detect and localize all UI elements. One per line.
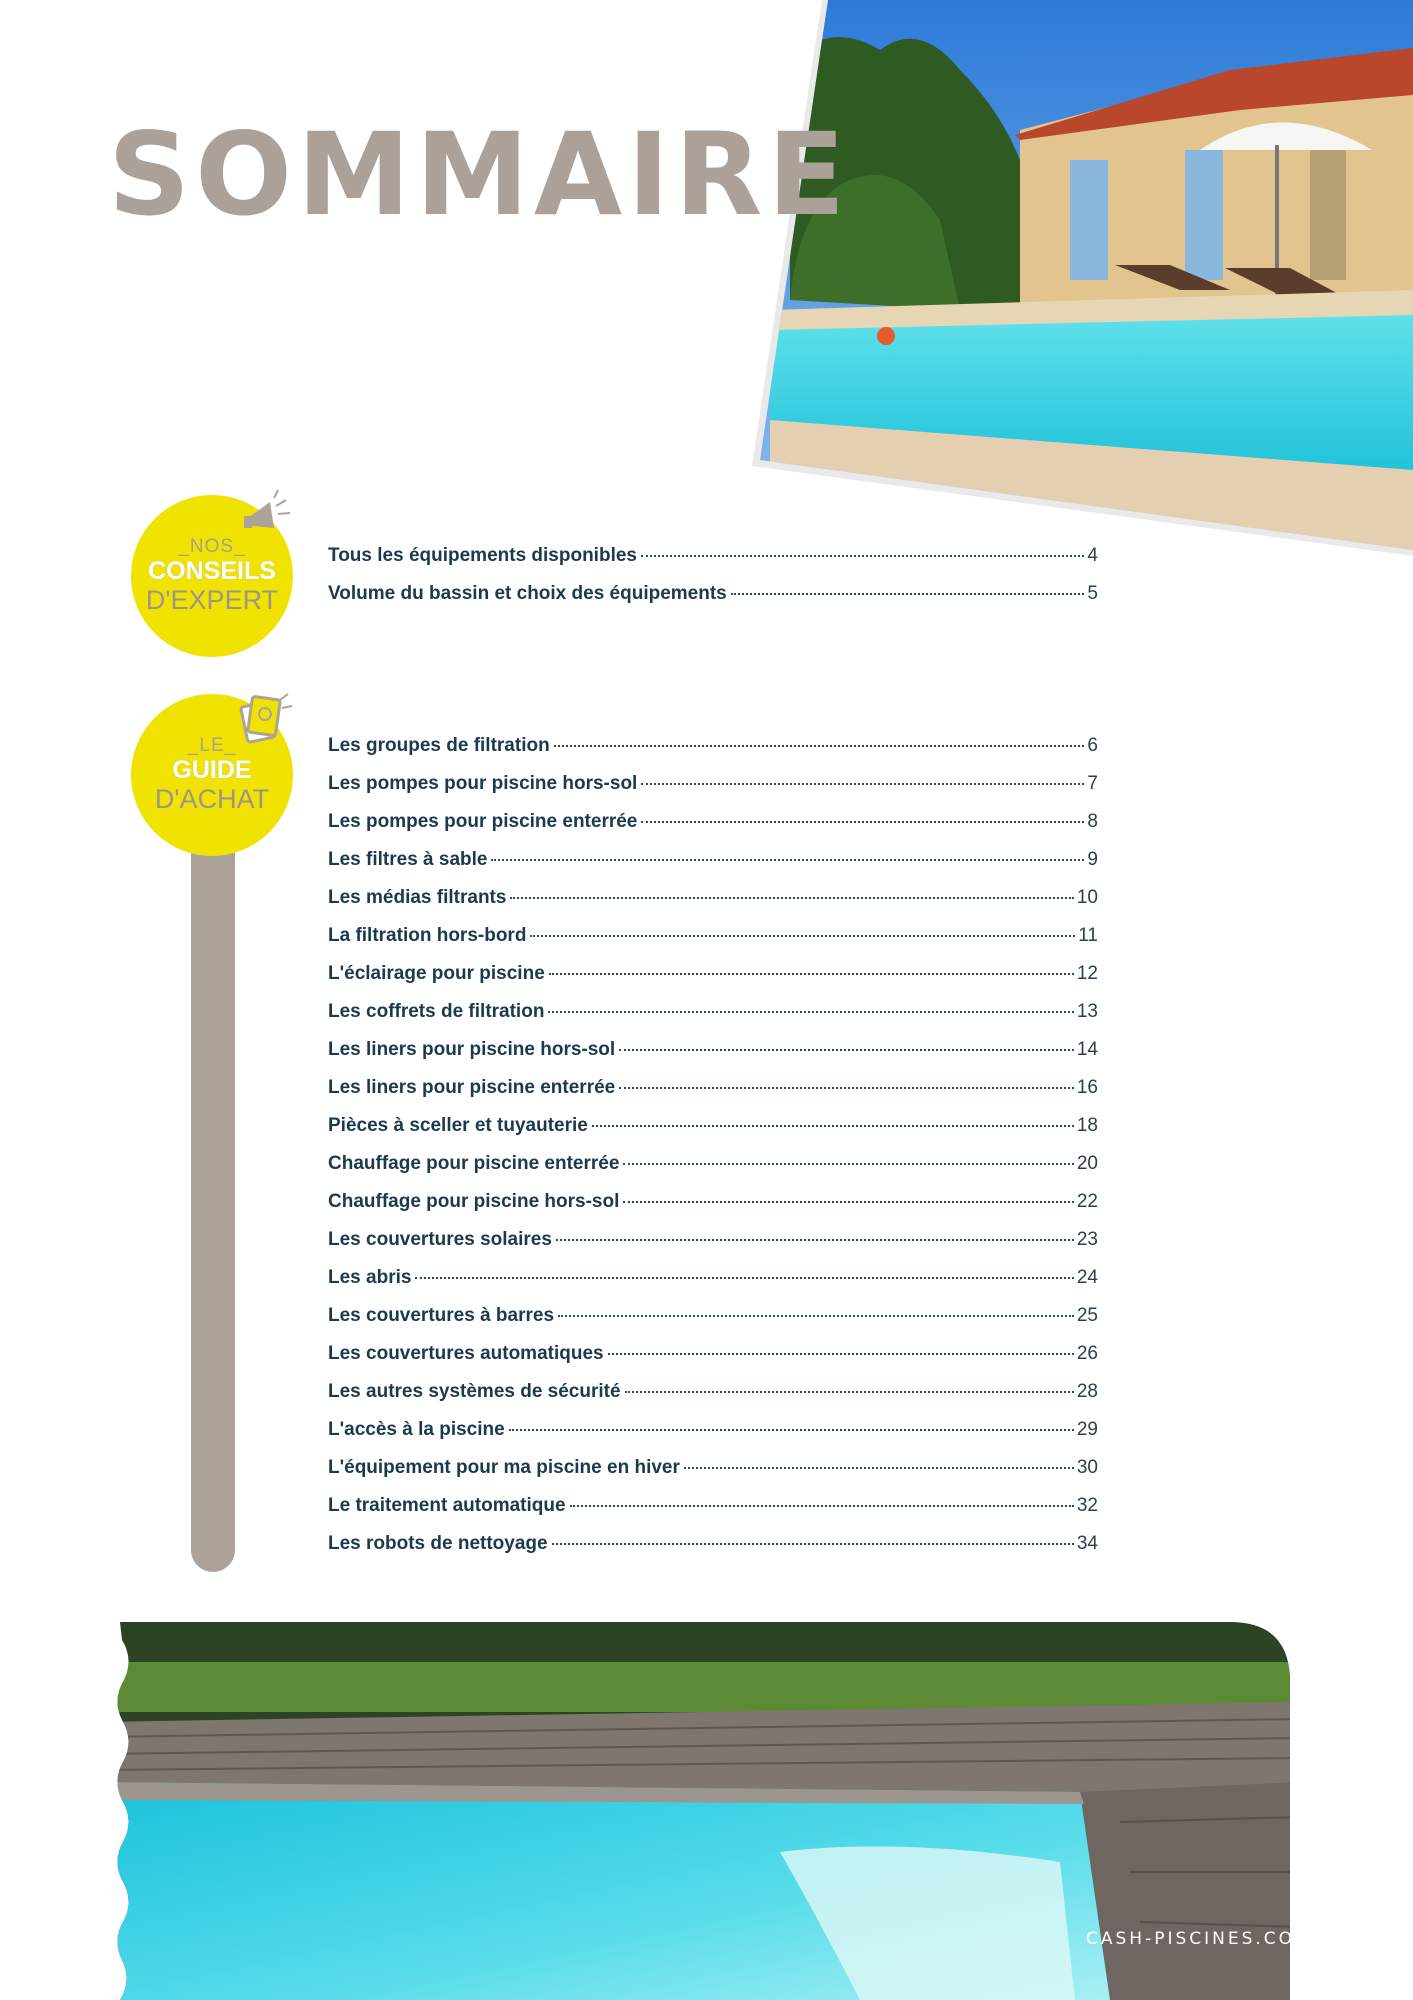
toc-entry-page: 26 — [1076, 1343, 1098, 1364]
badge-line2: CONSEILS — [148, 557, 276, 585]
toc-entry[interactable] — [328, 1077, 1098, 1115]
toc-leader-dots — [592, 1125, 1074, 1127]
toc-entry-label: Les pompes pour piscine enterrée — [328, 811, 638, 832]
toc-entry[interactable] — [328, 1343, 1098, 1381]
toc-entry[interactable] — [328, 1419, 1098, 1457]
toc-entry[interactable] — [328, 1381, 1098, 1419]
toc-leader-dots — [554, 745, 1085, 747]
toc-entry-label: Les liners pour piscine hors-sol — [328, 1039, 616, 1060]
toc-entry-label: Les couvertures à barres — [328, 1305, 555, 1326]
toc-entry-page: 20 — [1076, 1153, 1098, 1174]
top-pool-photo — [0, 0, 1413, 560]
toc-entry-label: Les abris — [328, 1267, 412, 1288]
toc-leader-dots — [556, 1239, 1074, 1241]
toc-entry-page: 6 — [1087, 735, 1098, 756]
toc-entry[interactable] — [328, 1153, 1098, 1191]
toc-entry-page: 32 — [1076, 1495, 1098, 1516]
toc-entry[interactable] — [328, 1305, 1098, 1343]
toc-section-guide — [328, 735, 1098, 1571]
toc-entry-label: Volume du bassin et choix des équipements — [328, 583, 727, 604]
toc-entry[interactable] — [328, 925, 1098, 963]
toc-entry[interactable] — [328, 1115, 1098, 1153]
toc-entry[interactable] — [328, 735, 1098, 773]
toc-entry-page: 13 — [1076, 1001, 1098, 1022]
toc-entry-page: 8 — [1087, 811, 1098, 832]
toc-entry[interactable] — [328, 963, 1098, 1001]
megaphone-icon — [240, 488, 296, 544]
toc-leader-dots — [619, 1087, 1074, 1089]
toc-entry[interactable] — [328, 849, 1098, 887]
toc-entry[interactable] — [328, 1533, 1098, 1571]
toc-entry-label: Les liners pour piscine enterrée — [328, 1077, 616, 1098]
toc-entry[interactable] — [328, 1039, 1098, 1077]
toc-entry-label: Le traitement automatique — [328, 1495, 566, 1516]
toc-entry-page: 22 — [1076, 1191, 1098, 1212]
toc-entry[interactable] — [328, 1457, 1098, 1495]
toc-entry-page: 11 — [1078, 925, 1098, 946]
toc-entry-label: L'éclairage pour piscine — [328, 963, 545, 984]
toc-entry-page: 34 — [1076, 1533, 1098, 1554]
toc-entry-label: Les groupes de filtration — [328, 735, 550, 756]
toc-entry-label: Tous les équipements disponibles — [328, 545, 637, 566]
toc-entry-label: La filtration hors-bord — [328, 925, 527, 946]
toc-leader-dots — [641, 821, 1084, 823]
toc-entry-label: Les pompes pour piscine hors-sol — [328, 773, 638, 794]
toc-leader-dots — [491, 859, 1084, 861]
toc-entry-label: Les couvertures automatiques — [328, 1343, 604, 1364]
toc-leader-dots — [623, 1163, 1073, 1165]
toc-leader-dots — [684, 1467, 1074, 1469]
toc-leader-dots — [530, 935, 1075, 937]
badge-line1: _LE_ — [187, 735, 237, 756]
badge-line1: _NOS_ — [178, 536, 246, 557]
toc-entry-label: Chauffage pour piscine enterrée — [328, 1153, 620, 1174]
toc-leader-dots — [552, 1543, 1074, 1545]
toc-entry-page: 9 — [1087, 849, 1098, 870]
toc-entry-page: 23 — [1076, 1229, 1098, 1250]
toc-entry-page: 24 — [1076, 1267, 1098, 1288]
toc-leader-dots — [509, 1429, 1074, 1431]
footer-bullet-icon — [1338, 1936, 1345, 1943]
badge-line3: D'EXPERT — [145, 585, 279, 615]
toc-entry-label: Chauffage pour piscine hors-sol — [328, 1191, 620, 1212]
toc-leader-dots — [549, 973, 1074, 975]
toc-entry[interactable] — [328, 773, 1098, 811]
toc-entry-label: Pièces à sceller et tuyauterie — [328, 1115, 588, 1136]
guide-book-icon — [236, 690, 296, 750]
toc-section-conseils — [328, 545, 1098, 621]
toc-entry-label: Les filtres à sable — [328, 849, 488, 870]
toc-entry-page: 25 — [1076, 1305, 1098, 1326]
toc-entry[interactable] — [328, 811, 1098, 849]
toc-entry-page: 29 — [1076, 1419, 1098, 1440]
toc-leader-dots — [619, 1049, 1074, 1051]
toc-entry[interactable] — [328, 545, 1098, 583]
toc-entry-page: 14 — [1076, 1039, 1098, 1060]
toc-entry[interactable] — [328, 583, 1098, 621]
badge-line3: D'ACHAT — [154, 784, 270, 814]
toc-entry-label: Les autres systèmes de sécurité — [328, 1381, 621, 1402]
toc-entry-label: Les coffrets de filtration — [328, 1001, 545, 1022]
toc-entry-page: 28 — [1076, 1381, 1098, 1402]
toc-entry[interactable] — [328, 1001, 1098, 1039]
toc-leader-dots — [570, 1505, 1074, 1507]
toc-entry-label: L'équipement pour ma piscine en hiver — [328, 1457, 680, 1478]
toc-leader-dots — [623, 1201, 1073, 1203]
toc-entry-label: Les couvertures solaires — [328, 1229, 552, 1250]
toc-entry-page: 7 — [1087, 773, 1098, 794]
toc-entry-page: 30 — [1076, 1457, 1098, 1478]
toc-entry[interactable] — [328, 1495, 1098, 1533]
toc-leader-dots — [641, 555, 1084, 557]
guide-achat-vertical-bar — [191, 812, 235, 1572]
toc-entry-label: L'accès à la piscine — [328, 1419, 505, 1440]
toc-entry-page: 16 — [1076, 1077, 1098, 1098]
toc-leader-dots — [731, 593, 1085, 595]
page-title: SOMMAIRE — [108, 108, 851, 241]
toc-leader-dots — [510, 897, 1073, 899]
toc-leader-dots — [608, 1353, 1074, 1355]
toc-entry[interactable] — [328, 1267, 1098, 1305]
toc-leader-dots — [548, 1011, 1073, 1013]
toc-leader-dots — [641, 783, 1084, 785]
footer-website: CASH-PISCINES.COM — [1086, 1929, 1313, 1949]
toc-leader-dots — [415, 1277, 1073, 1279]
toc-entry-page: 5 — [1087, 583, 1098, 604]
toc-leader-dots — [625, 1391, 1074, 1393]
toc-entry-page: 4 — [1087, 545, 1098, 566]
toc-entry-label: Les médias filtrants — [328, 887, 507, 908]
toc-entry-label: Les robots de nettoyage — [328, 1533, 548, 1554]
toc-leader-dots — [558, 1315, 1074, 1317]
toc-entry[interactable] — [328, 1191, 1098, 1229]
toc-entry-page: 10 — [1076, 887, 1098, 908]
footer-page-number: 3 — [1310, 1925, 1324, 1949]
badge-line2: GUIDE — [172, 756, 252, 784]
toc-entry[interactable] — [328, 1229, 1098, 1267]
toc-entry[interactable] — [328, 887, 1098, 925]
toc-entry-page: 12 — [1076, 963, 1098, 984]
toc-entry-page: 18 — [1076, 1115, 1098, 1136]
